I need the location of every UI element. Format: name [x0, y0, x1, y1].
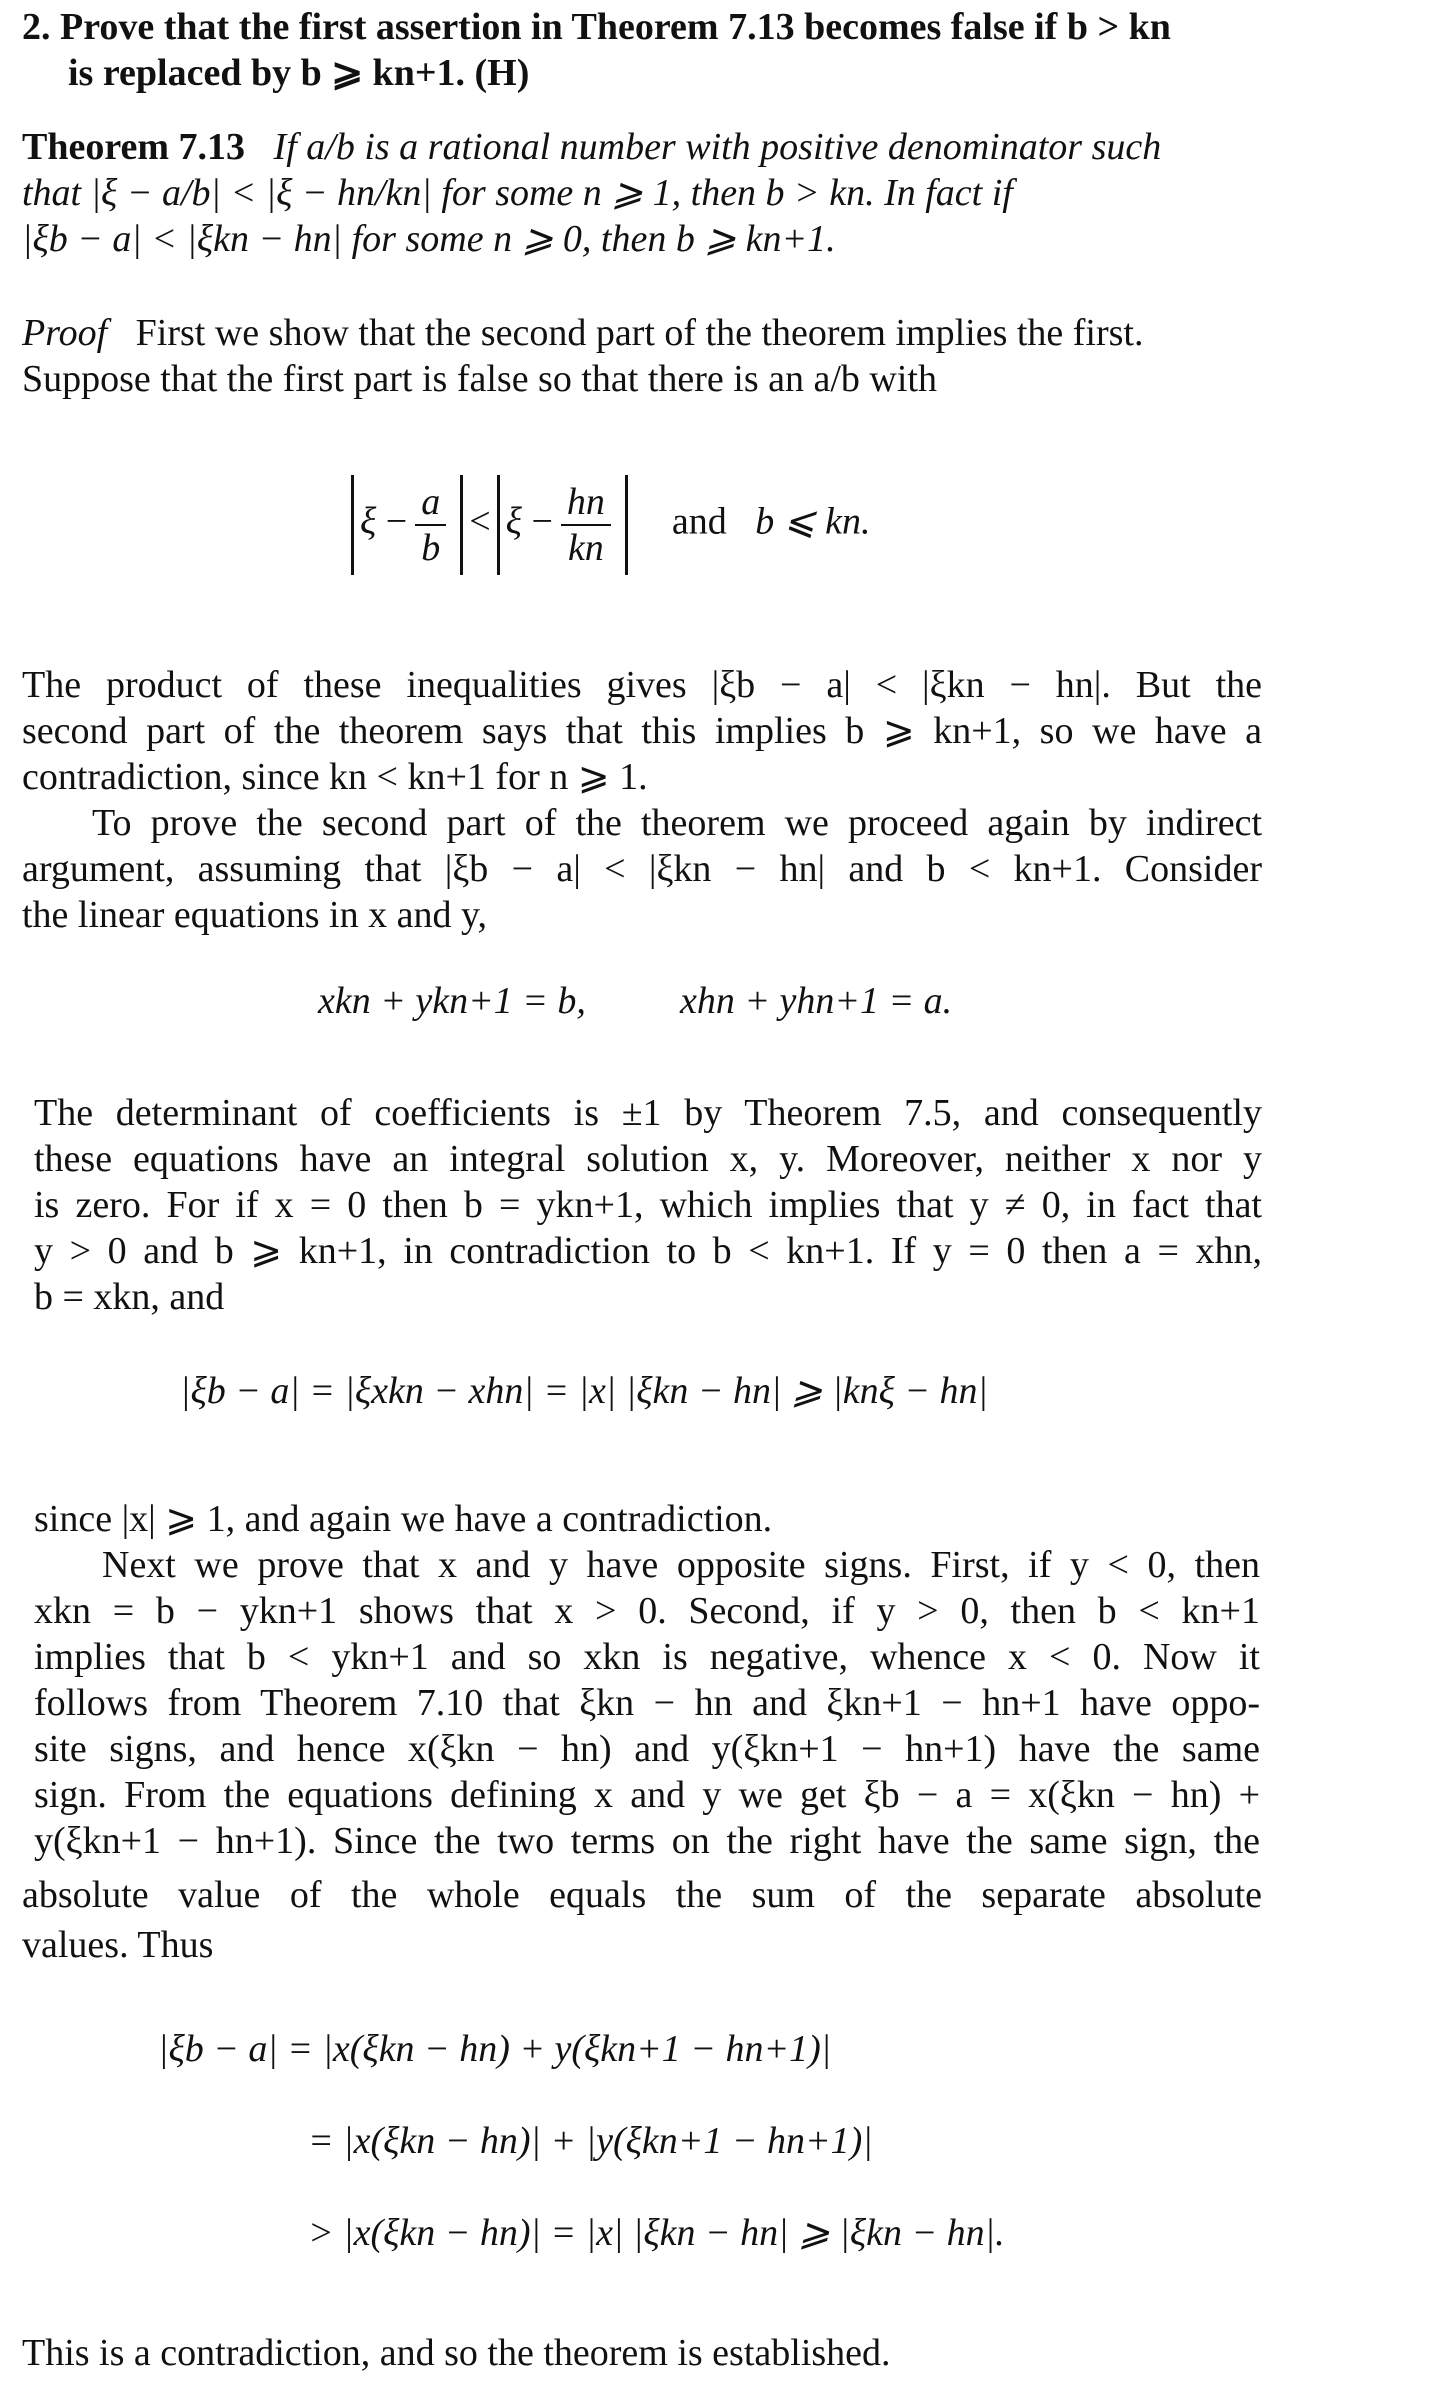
proof-line-16: xkn = b − ykn+1 shows that x > 0. Second, if y > 0, then b < kn+1 [34, 1590, 1260, 1632]
proof-line-14: since |x| ⩾ 1, and again we have a contradiction. [34, 1498, 773, 1540]
proof-line-21: y(ξkn+1 − hn+1). Since the two terms on the right have the same sign, the [34, 1820, 1260, 1862]
equation-aligned-line-2: = |x(ξkn − hn)| + |y(ξkn+1 − hn+1)| [308, 2120, 873, 2162]
proof-line-23: values. Thus [22, 1924, 214, 1966]
proof-line-22: absolute value of the whole equals the sum of the separate absolute [22, 1874, 1262, 1916]
theorem-label: Theorem 7.13 [22, 126, 246, 168]
equation-fraction-inequality: ξ − $\frac{a}{b}$ < ξ − $\frac{hn}{kn}$ and b ⩽ kn. [345, 475, 870, 575]
equation-aligned-line-3: > |x(ξkn − hn)| = |x| |ξkn − hn| ⩾ |ξkn − hn|. [308, 2212, 1005, 2254]
proof-line-19: site signs, and hence x(ξkn − hn) and y(ξkn+1 − hn+1) have the same [34, 1728, 1260, 1770]
theorem-line-1 [22, 124, 1262, 170]
proof-line-8: the linear equations in x and y, [22, 894, 488, 936]
proof-line-2: Suppose that the first part is false so that there is an a/b with [22, 358, 937, 400]
proof-conclusion: This is a contradiction, and so the theorem is established. [22, 2332, 891, 2374]
exercise-text-1: Prove that the first assertion in Theorem 7.13 becomes false if b > kn [60, 6, 1171, 48]
proof-line-4: second part of the theorem says that this implies b ⩾ kn+1, so we have a [22, 710, 1262, 752]
proof-line-20: sign. From the equations defining x and y we get ξb − a = x(ξkn − hn) + [34, 1774, 1260, 1816]
proof-line-17: implies that b < ykn+1 and so xkn is negative, whence x < 0. Now it [34, 1636, 1260, 1678]
proof-line-6: To prove the second part of the theorem we proceed again by indirect [92, 802, 1262, 844]
proof-text-1: First we show that the second part of the theorem implies the first. [135, 312, 1144, 354]
proof-line-9: The determinant of coefficients is ±1 by Theorem 7.5, and consequently [34, 1092, 1262, 1134]
proof-line-1 [22, 310, 1262, 356]
proof-line-11: is zero. For if x = 0 then b = ykn+1, which implies that y ≠ 0, in fact that [34, 1184, 1262, 1226]
proof-line-12: y > 0 and b ⩾ kn+1, in contradiction to b < kn+1. If y = 0 then a = xhn, [34, 1230, 1262, 1272]
proof-line-15: Next we prove that x and y have opposite signs. First, if y < 0, then [102, 1544, 1260, 1586]
equation-linear-system-2: xhn + yhn+1 = a. [680, 980, 953, 1022]
proof-line-18: follows from Theorem 7.10 that ξkn − hn and ξkn+1 − hn+1 have oppo- [34, 1682, 1260, 1724]
proof-line-5: contradiction, since kn < kn+1 for n ⩾ 1. [22, 756, 648, 798]
equation-linear-system-1: xkn + ykn+1 = b, [318, 980, 586, 1022]
exercise-number: 2. [22, 6, 51, 48]
equation-absolute-value-1: |ξb − a| = |ξxkn − xhn| = |x| |ξkn − hn| ⩾ |knξ − hn| [180, 1370, 988, 1412]
theorem-line-3: |ξb − a| < |ξkn − hn| for some n ⩾ 0, then b ⩾ kn+1. [22, 218, 836, 260]
proof-label: Proof [22, 312, 108, 354]
proof-line-7: argument, assuming that |ξb − a| < |ξkn − hn| and b < kn+1. Consider [22, 848, 1262, 890]
equation-aligned-line-1: |ξb − a| = |x(ξkn − hn) + y(ξkn+1 − hn+1)| [158, 2028, 832, 2070]
proof-line-13: b = xkn, and [34, 1276, 225, 1318]
theorem-text-1: If a/b is a rational number with positive denominator such [273, 126, 1162, 168]
proof-line-3: The product of these inequalities gives |ξb − a| < |ξkn − hn|. But the [22, 664, 1262, 706]
exercise-statement-line-2: is replaced by b ⩾ kn+1. (H) [68, 52, 530, 94]
exercise-statement-line-1 [22, 4, 1262, 50]
proof-line-10: these equations have an integral solution x, y. Moreover, neither x nor y [34, 1138, 1262, 1180]
theorem-line-2: that |ξ − a/b| < |ξ − hn/kn| for some n ⩾ 1, then b > kn. In fact if [22, 172, 1013, 214]
